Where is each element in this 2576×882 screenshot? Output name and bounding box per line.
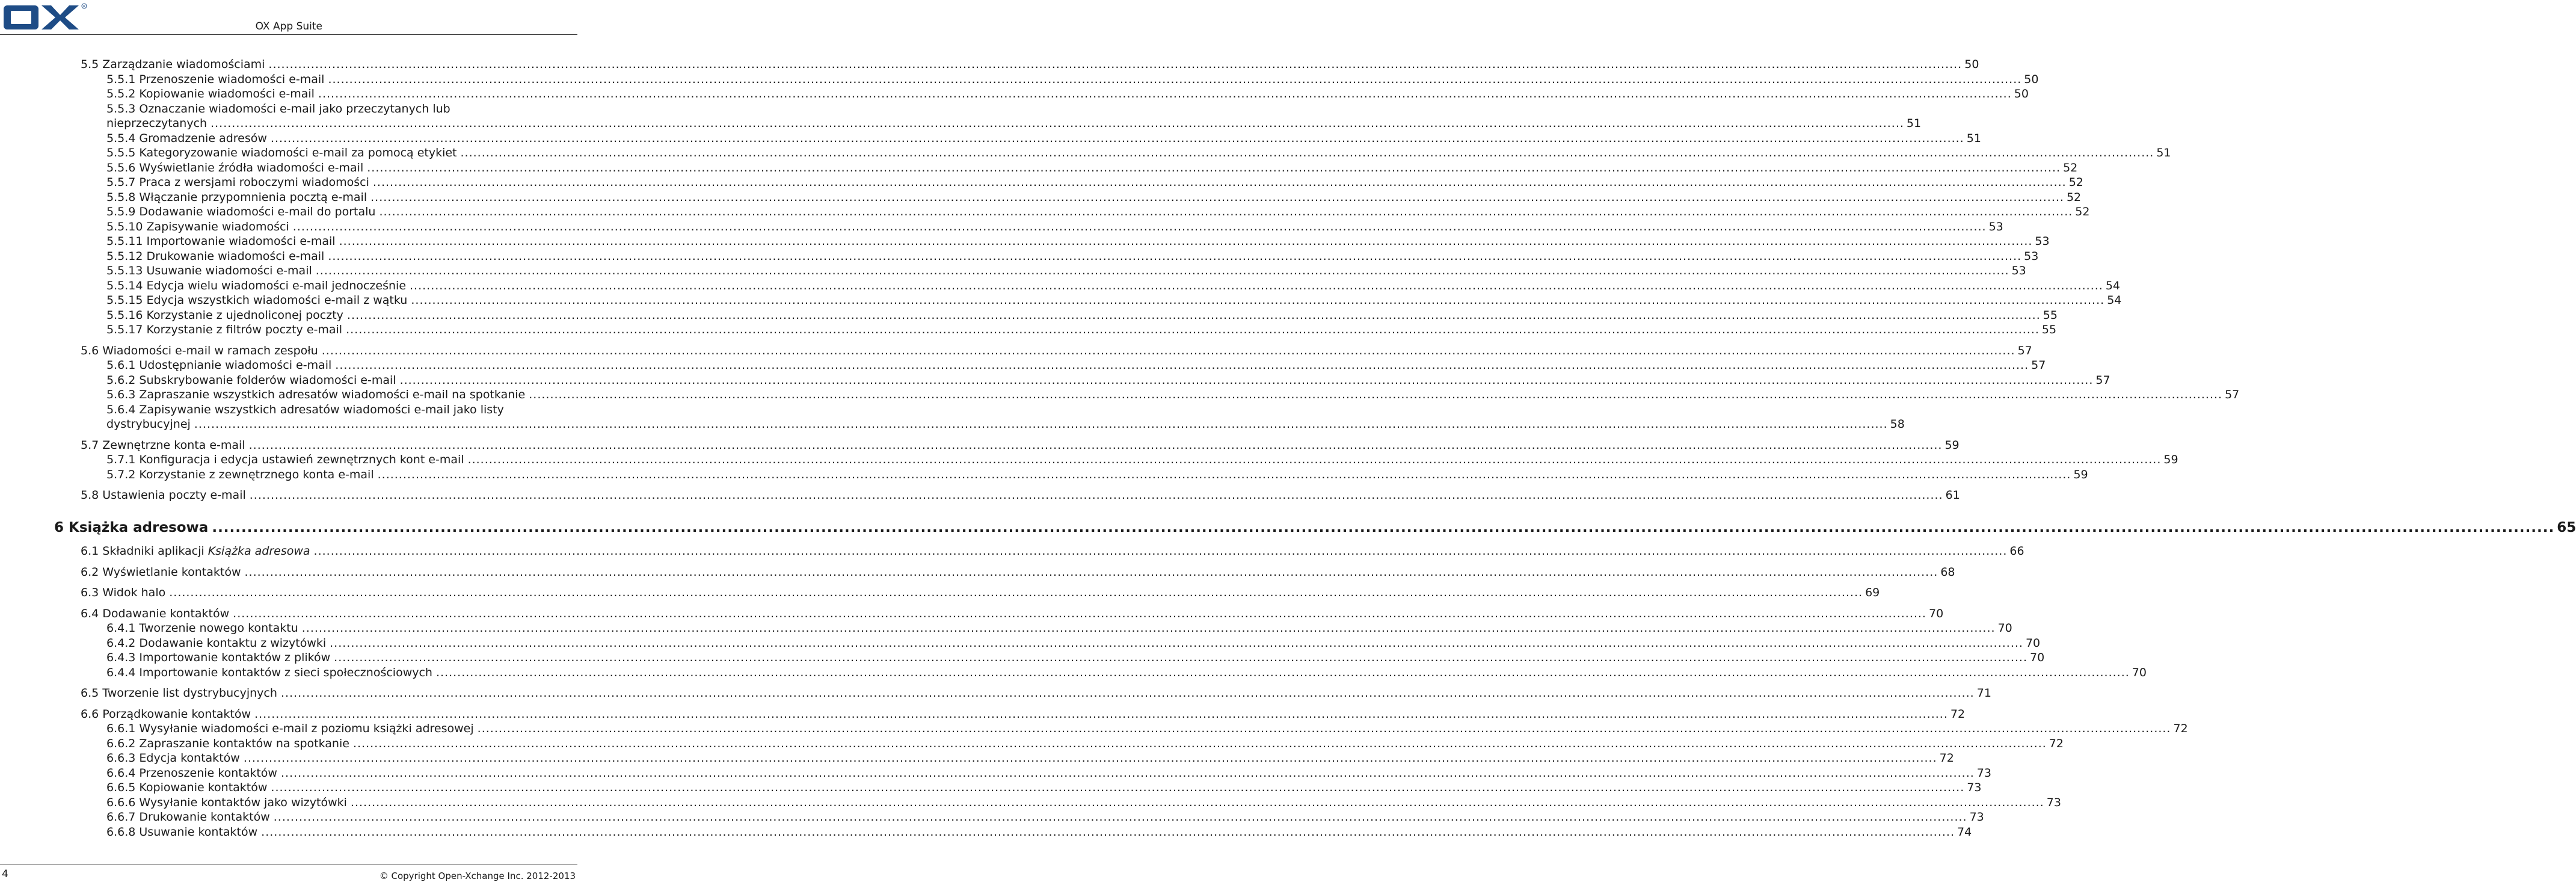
toc-entry[interactable] <box>106 72 2039 87</box>
toc-page-number: 73 <box>1967 781 1982 794</box>
toc-leader-dots: ................................................................................................................................................................................................................................................................................................................................................................................................................ <box>328 72 2022 86</box>
toc-leader-dots: ................................................................................................................................................................................................................................................................................................................................................................................................................ <box>367 161 2061 174</box>
toc-entry[interactable] <box>106 131 1981 146</box>
toc-entry-label: 5.5.14 Edycja wielu wiadomości e-mail jednocześnie <box>106 279 407 292</box>
toc-entry[interactable] <box>106 373 2110 387</box>
toc-entry-label: 6.6.4 Przenoszenie kontaktów <box>106 766 277 780</box>
toc-leader-dots: ................................................................................................................................................................................................................................................................................................................................................................................................................ <box>372 176 2067 189</box>
toc-page-number: 70 <box>2025 636 2041 650</box>
toc-page-number: 66 <box>2009 544 2024 558</box>
toc-page-number: 51 <box>1906 117 1922 130</box>
toc-leader-dots: ................................................................................................................................................................................................................................................................................................................................................................................................................ <box>254 707 1948 721</box>
toc-leader-dots: ................................................................................................................................................................................................................................................................................................................................................................................................................ <box>410 279 2103 292</box>
ox-logo <box>2 2 87 32</box>
toc-leader-dots: ................................................................................................................................................................................................................................................................................................................................................................................................................ <box>301 621 1996 635</box>
toc-leader-dots: ................................................................................................................................................................................................................................................................................................................................................................................................................ <box>280 766 1975 780</box>
toc-page-number: 53 <box>2035 235 2050 248</box>
toc-page-number: 71 <box>1976 686 1991 700</box>
toc-entry-label: 5.8 Ustawienia poczty e-mail <box>81 489 246 502</box>
toc-leader-dots: ................................................................................................................................................................................................................................................................................................................................................................................................................ <box>169 586 1863 599</box>
toc-leader-dots: ................................................................................................................................................................................................................................................................................................................................................................................................................ <box>212 520 2555 535</box>
toc-entry[interactable] <box>106 161 2078 175</box>
toc-leader-dots: ................................................................................................................................................................................................................................................................................................................................................................................................................ <box>330 636 2023 650</box>
toc-leader-dots: ................................................................................................................................................................................................................................................................................................................................................................................................................ <box>399 373 2094 387</box>
toc-entry[interactable] <box>106 293 2122 307</box>
toc-entry[interactable] <box>81 606 1944 621</box>
toc-entry-label: 6.6 Porządkowanie kontaktów <box>81 707 251 721</box>
toc-page-number: 72 <box>2049 736 2064 750</box>
toc-entry-label: 5.5.15 Edycja wszystkich wiadomości e-mail z wątku <box>106 294 408 307</box>
toc-page-number: 55 <box>2043 308 2058 322</box>
toc-entry-label: 6.3 Widok halo <box>81 586 166 599</box>
toc-entry-label: 6.6.7 Drukowanie kontaktów <box>106 810 270 824</box>
toc-entry-label: 5.6.4 Zapisywanie wszystkich adresatów wiadomości e-mail jako listy <box>106 402 504 416</box>
toc-page-number: 57 <box>2095 373 2110 387</box>
toc-entry[interactable] <box>106 264 2026 278</box>
toc-entry-label: 5.6.3 Zapraszanie wszystkich adresatów wiadomości e-mail na spotkanie <box>106 388 526 401</box>
svg-text:R: R <box>83 4 86 9</box>
toc-entry[interactable] <box>106 780 1982 795</box>
toc-entry[interactable] <box>106 358 2046 372</box>
toc-entry[interactable] <box>106 116 1922 131</box>
toc-chapter[interactable] <box>54 520 2576 535</box>
toc-page-number: 50 <box>2024 72 2039 86</box>
toc-page-number: 54 <box>2105 279 2121 292</box>
toc-page-number: 72 <box>2173 722 2188 735</box>
toc-leader-dots: ................................................................................................................................................................................................................................................................................................................................................................................................................ <box>271 781 1965 794</box>
toc-entry-label: 5.5.12 Drukowanie wiadomości e-mail <box>106 249 325 263</box>
toc-page-number: 50 <box>1964 58 1979 71</box>
toc-entry-label: 5.5.4 Gromadzenie adresów <box>106 131 267 145</box>
toc-entry-label: 5.5.9 Dodawanie wiadomości e-mail do portalu <box>106 205 376 218</box>
toc-entry-label: 6.6.8 Usuwanie kontaktów <box>106 825 258 839</box>
toc-page-number: 70 <box>2132 665 2147 679</box>
toc-page-number: 51 <box>2156 146 2171 159</box>
footer-copyright: © Copyright Open-Xchange Inc. 2012-2013 <box>379 871 576 881</box>
toc-entry-label: 5.5.5 Kategoryzowanie wiadomości e-mail za pomocą etykiet <box>106 146 457 159</box>
toc-entry[interactable] <box>106 205 2090 219</box>
toc-entry[interactable] <box>106 766 1991 780</box>
toc-leader-dots: ................................................................................................................................................................................................................................................................................................................................................................................................................ <box>233 606 1926 620</box>
header-title: OX App Suite <box>255 20 322 32</box>
toc-page-number: 69 <box>1865 586 1880 599</box>
toc-entry-label: 6.4.4 Importowanie kontaktów z sieci społecznościowych <box>106 665 432 679</box>
toc-leader-dots: ................................................................................................................................................................................................................................................................................................................................................................................................................ <box>370 190 2064 204</box>
toc-page-number: 72 <box>1950 707 1966 721</box>
toc-leader-dots: ................................................................................................................................................................................................................................................................................................................................................................................................................ <box>529 388 2223 401</box>
toc-leader-dots: ................................................................................................................................................................................................................................................................................................................................................................................................................ <box>379 205 2073 218</box>
toc-leader-dots: ................................................................................................................................................................................................................................................................................................................................................................................................................ <box>318 87 2012 100</box>
toc-entry-label: 5.5.17 Korzystanie z filtrów poczty e-mail <box>106 323 343 336</box>
toc-entry-label: 5.5.1 Przenoszenie wiadomości e-mail <box>106 72 325 86</box>
header-rule <box>0 34 577 35</box>
toc-entry[interactable] <box>81 565 1955 579</box>
toc-entry[interactable] <box>106 102 450 116</box>
toc-leader-dots: ................................................................................................................................................................................................................................................................................................................................................................................................................ <box>335 359 2029 372</box>
toc-leader-dots: ................................................................................................................................................................................................................................................................................................................................................................................................................ <box>244 565 1938 579</box>
toc-entry-label: 5.5.2 Kopiowanie wiadomości e-mail <box>106 87 315 100</box>
toc-leader-dots: ................................................................................................................................................................................................................................................................................................................................................................................................................ <box>350 795 2044 809</box>
toc-page-number: 59 <box>1944 438 1960 452</box>
toc-entry-label: 6.4.2 Dodawanie kontaktu z wizytówki <box>106 636 327 650</box>
toc-entry-label: 5.6 Wiadomości e-mail w ramach zespołu <box>81 344 318 357</box>
toc-page-number: 55 <box>2041 323 2057 336</box>
toc-entry-label: 6.6.3 Edycja kontaktów <box>106 751 240 765</box>
toc-entry-label: 5.5.3 Oznaczanie wiadomości e-mail jako przeczytanych lub <box>106 102 450 116</box>
toc-page-number: 51 <box>1966 131 1981 145</box>
toc-entry-label: 6.6.2 Zapraszanie kontaktów na spotkanie <box>106 736 349 750</box>
toc-leader-dots: ................................................................................................................................................................................................................................................................................................................................................................................................................ <box>334 651 2027 664</box>
toc-entry[interactable] <box>106 322 2057 337</box>
toc-entry[interactable] <box>106 402 504 417</box>
footer-page-number: 4 <box>2 868 8 880</box>
toc-leader-dots: ................................................................................................................................................................................................................................................................................................................................................................................................................ <box>268 58 1963 71</box>
toc-entry-label: 6.4 Dodawanie kontaktów <box>81 606 230 620</box>
toc-entry-label: 5.5.13 Usuwanie wiadomości e-mail <box>106 264 312 277</box>
toc-leader-dots: ................................................................................................................................................................................................................................................................................................................................................................................................................ <box>346 323 2040 336</box>
toc-page-number: 61 <box>1945 489 1960 502</box>
toc-entry[interactable] <box>106 279 2121 293</box>
toc-leader-dots: ................................................................................................................................................................................................................................................................................................................................................................................................................ <box>292 220 1987 233</box>
toc-entry-label: 6.6.5 Kopiowanie kontaktów <box>106 781 268 794</box>
toc-leader-dots: ................................................................................................................................................................................................................................................................................................................................................................................................................ <box>411 294 2105 307</box>
toc-page-number: 73 <box>1976 766 1991 780</box>
toc-leader-dots: ................................................................................................................................................................................................................................................................................................................................................................................................................ <box>460 146 2154 159</box>
toc-page-number: 57 <box>2017 344 2032 357</box>
toc-leader-dots: ................................................................................................................................................................................................................................................................................................................................................................................................................ <box>249 489 1943 502</box>
toc-leader-dots: ................................................................................................................................................................................................................................................................................................................................................................................................................ <box>211 117 1904 130</box>
toc-entry[interactable] <box>106 452 2178 467</box>
toc-page-number: 74 <box>1957 825 1972 839</box>
toc-page-number: 53 <box>1988 220 2003 233</box>
toc-entry[interactable] <box>106 175 2083 190</box>
toc-entry[interactable] <box>106 249 2039 264</box>
toc-entry-label: 6.4.3 Importowanie kontaktów z plików <box>106 651 331 664</box>
toc-entry[interactable] <box>106 665 2147 680</box>
toc-entry-label: 5.5.6 Wyświetlanie źródła wiadomości e-mail <box>106 161 364 174</box>
toc-leader-dots: ................................................................................................................................................................................................................................................................................................................................................................................................................ <box>339 235 2033 248</box>
toc-leader-dots: ................................................................................................................................................................................................................................................................................................................................................................................................................ <box>194 418 1888 431</box>
toc-leader-dots: ................................................................................................................................................................................................................................................................................................................................................................................................................ <box>328 249 2022 263</box>
toc-page-number: 65 <box>2557 520 2576 535</box>
toc-page-number: 73 <box>2046 795 2061 809</box>
toc-entry-label: 6 Książka adresowa <box>54 520 209 535</box>
toc-entry[interactable] <box>106 751 1954 765</box>
toc-entry-label: 6.6.1 Wysyłanie wiadomości e-mail z poziomu książki adresowej <box>106 722 474 735</box>
toc-entry[interactable] <box>81 57 1979 72</box>
toc-leader-dots: ................................................................................................................................................................................................................................................................................................................................................................................................................ <box>346 308 2041 322</box>
toc-entry[interactable] <box>106 87 2029 101</box>
toc-entry-label: 5.6.2 Subskrybowanie folderów wiadomości e-mail <box>106 373 396 387</box>
toc-page-number: 52 <box>2068 176 2083 189</box>
toc-page-number: 57 <box>2225 388 2240 401</box>
toc-entry[interactable] <box>106 308 2058 322</box>
toc-page-number: 52 <box>2066 190 2082 204</box>
toc-entry[interactable] <box>81 585 1880 600</box>
toc-leader-dots: ................................................................................................................................................................................................................................................................................................................................................................................................................ <box>261 825 1955 839</box>
toc-entry-label: 5.7.2 Korzystanie z zewnętrznego konta e-mail <box>106 467 374 481</box>
toc-page-number: 73 <box>1969 810 1984 824</box>
toc-entry-label: dystrybucyjnej <box>106 418 191 431</box>
toc-page-number: 52 <box>2075 205 2090 218</box>
toc-leader-dots: ................................................................................................................................................................................................................................................................................................................................................................................................................ <box>477 722 2171 735</box>
toc-leader-dots: ................................................................................................................................................................................................................................................................................................................................................................................................................ <box>248 438 1943 452</box>
toc-entry[interactable] <box>106 636 2041 650</box>
toc-entry-label-italic: Książka adresowa <box>207 544 310 558</box>
toc-entry[interactable] <box>106 417 1905 431</box>
toc-entry-label: 6.2 Wyświetlanie kontaktów <box>81 565 241 579</box>
toc-leader-dots: ................................................................................................................................................................................................................................................................................................................................................................................................................ <box>313 544 2008 558</box>
toc-page-number: 72 <box>1939 751 1954 765</box>
toc-entry-label: 5.7.1 Konfiguracja i edycja ustawień zewnętrznych kont e-mail <box>106 453 464 466</box>
toc-entry[interactable] <box>106 387 2240 402</box>
toc-entry[interactable] <box>106 190 2082 205</box>
toc-entry-label: nieprzeczytanych <box>106 117 207 130</box>
toc-page-number: 68 <box>1940 565 1955 579</box>
toc-page-number: 53 <box>2024 249 2039 263</box>
toc-entry[interactable] <box>106 795 2061 810</box>
toc-page-number: 59 <box>2163 453 2178 466</box>
toc-entry[interactable] <box>106 234 2050 248</box>
toc-leader-dots: ................................................................................................................................................................................................................................................................................................................................................................................................................ <box>273 810 1967 824</box>
toc-leader-dots: ................................................................................................................................................................................................................................................................................................................................................................................................................ <box>270 131 1964 145</box>
toc-entry[interactable] <box>81 438 1960 452</box>
toc-leader-dots: ................................................................................................................................................................................................................................................................................................................................................................................................................ <box>467 453 2162 466</box>
toc-entry-label: 5.5.10 Zapisywanie wiadomości <box>106 220 289 233</box>
toc-entry-label: 5.5 Zarządzanie wiadomościami <box>81 58 265 71</box>
toc-page-number: 54 <box>2107 294 2122 307</box>
toc-entry[interactable] <box>81 488 1960 502</box>
toc-page-number: 57 <box>2031 359 2046 372</box>
toc-page-number: 58 <box>1890 418 1905 431</box>
toc-entry[interactable] <box>106 825 1972 839</box>
toc-entry-label: 5.6.1 Udostępnianie wiadomości e-mail <box>106 359 332 372</box>
toc-entry[interactable] <box>106 621 2012 635</box>
toc-page-number: 53 <box>2011 264 2026 277</box>
toc-leader-dots: ................................................................................................................................................................................................................................................................................................................................................................................................................ <box>243 751 1937 765</box>
toc-entry[interactable] <box>81 707 1966 721</box>
toc-entry-label: 6.1 Składniki aplikacji Książka adresowa <box>81 544 310 558</box>
toc-entry[interactable] <box>106 736 2064 751</box>
toc-page-number: 59 <box>2073 467 2088 481</box>
toc-entry-label: 5.5.11 Importowanie wiadomości e-mail <box>106 235 336 248</box>
toc-leader-dots: ................................................................................................................................................................................................................................................................................................................................................................................................................ <box>377 467 2071 481</box>
toc-entry[interactable] <box>106 220 2003 234</box>
toc-entry-label: 6.5 Tworzenie list dystrybucyjnych <box>81 686 277 700</box>
toc-page-number: 70 <box>1997 621 2012 635</box>
toc-entry[interactable] <box>81 344 2032 358</box>
toc-entry-label: 5.5.7 Praca z wersjami roboczymi wiadomości <box>106 176 369 189</box>
toc-entry-label: 6.6.6 Wysyłanie kontaktów jako wizytówki <box>106 795 347 809</box>
toc-leader-dots: ................................................................................................................................................................................................................................................................................................................................................................................................................ <box>435 665 2130 679</box>
toc-entry[interactable] <box>106 810 1984 824</box>
toc-page-number: 70 <box>2030 651 2045 664</box>
toc-entry-label: 5.5.8 Włączanie przypomnienia pocztą e-mail <box>106 190 367 204</box>
toc-entry[interactable] <box>81 544 2024 558</box>
toc-page-number: 50 <box>2014 87 2029 100</box>
toc-page-number: 70 <box>1928 606 1944 620</box>
toc-leader-dots: ................................................................................................................................................................................................................................................................................................................................................................................................................ <box>280 686 1975 700</box>
toc-leader-dots: ................................................................................................................................................................................................................................................................................................................................................................................................................ <box>315 264 2009 277</box>
toc-entry[interactable] <box>106 146 2171 160</box>
toc-page-number: 52 <box>2063 161 2078 174</box>
toc-leader-dots: ................................................................................................................................................................................................................................................................................................................................................................................................................ <box>321 344 2015 357</box>
toc-entry[interactable] <box>106 650 2045 665</box>
toc-leader-dots: ................................................................................................................................................................................................................................................................................................................................................................................................................ <box>352 736 2047 750</box>
toc-entry-label: 5.5.16 Korzystanie z ujednoliconej poczty <box>106 308 343 322</box>
toc-entry-label: 6.4.1 Tworzenie nowego kontaktu <box>106 621 298 635</box>
toc-entry[interactable] <box>106 721 2188 736</box>
toc-entry[interactable] <box>81 686 1991 700</box>
toc-entry[interactable] <box>106 467 2088 482</box>
toc-entry-label: 5.7 Zewnętrzne konta e-mail <box>81 438 245 452</box>
